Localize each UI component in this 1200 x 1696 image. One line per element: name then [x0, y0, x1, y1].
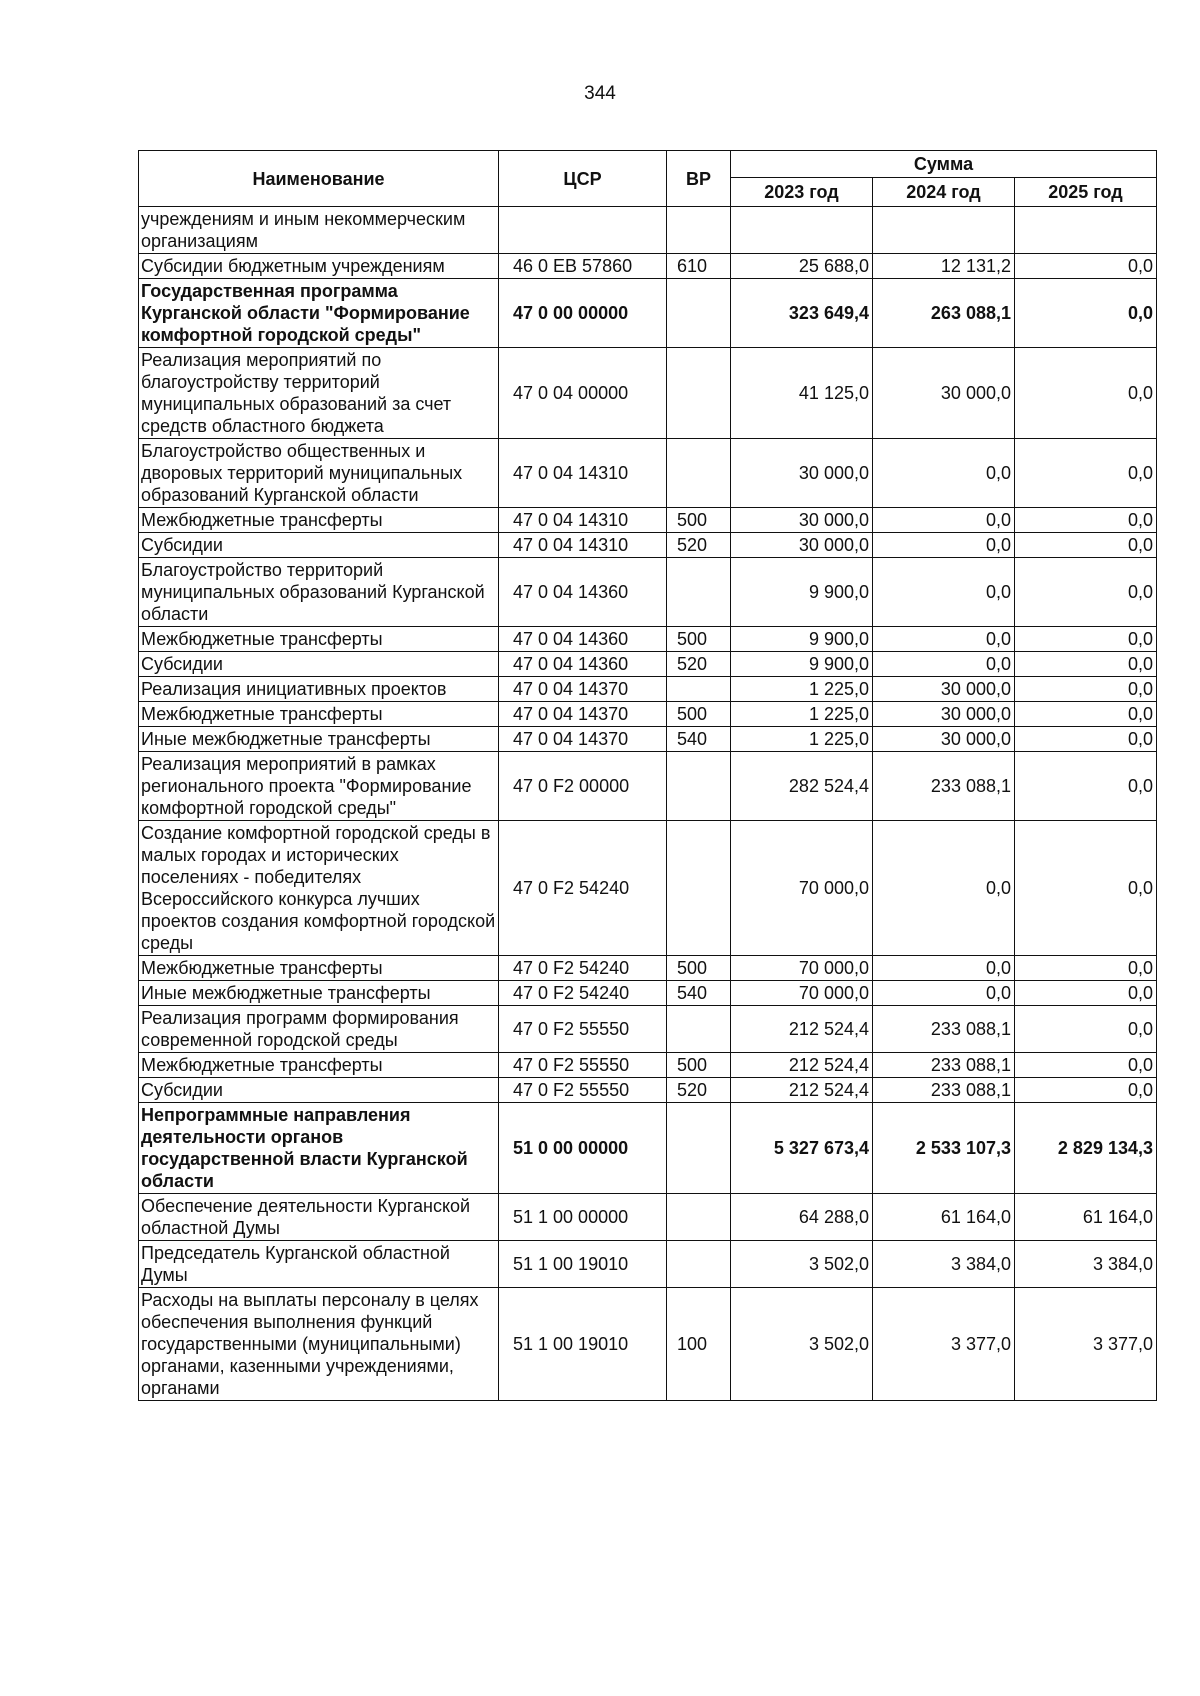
- table-row: [139, 1078, 1157, 1103]
- row-amount-2025: 61 164,0: [1015, 1194, 1157, 1241]
- row-amount-2024: 2 533 107,3: [873, 1103, 1015, 1194]
- header-csr: ЦСР: [499, 151, 667, 207]
- row-amount-2025: 0,0: [1015, 533, 1157, 558]
- row-amount-2024: 3 384,0: [873, 1241, 1015, 1288]
- row-amount-2023: [731, 207, 873, 254]
- table-row: [139, 254, 1157, 279]
- row-amount-2025: 0,0: [1015, 558, 1157, 627]
- row-name: Иные межбюджетные трансферты: [139, 981, 499, 1006]
- row-name: Межбюджетные трансферты: [139, 702, 499, 727]
- row-amount-2025: 0,0: [1015, 727, 1157, 752]
- row-amount-2024: 233 088,1: [873, 1006, 1015, 1053]
- row-vr: 540: [667, 727, 731, 752]
- row-csr: 47 0 F2 55550: [499, 1053, 667, 1078]
- table-row: [139, 1241, 1157, 1288]
- row-amount-2023: 9 900,0: [731, 652, 873, 677]
- row-csr: 51 1 00 19010: [499, 1288, 667, 1401]
- row-amount-2024: 30 000,0: [873, 348, 1015, 439]
- header-sum: Сумма: [731, 151, 1157, 178]
- table-row: [139, 677, 1157, 702]
- header-year-2025: 2025 год: [1015, 178, 1157, 207]
- row-amount-2024: 233 088,1: [873, 1053, 1015, 1078]
- row-amount-2024: 0,0: [873, 439, 1015, 508]
- row-csr: 47 0 F2 54240: [499, 981, 667, 1006]
- header-year-2024: 2024 год: [873, 178, 1015, 207]
- row-vr: [667, 348, 731, 439]
- table-row: [139, 702, 1157, 727]
- row-name: учреждениям и иным некоммерческим организациям: [139, 207, 499, 254]
- row-amount-2023: 70 000,0: [731, 981, 873, 1006]
- row-vr: 500: [667, 627, 731, 652]
- row-vr: [667, 677, 731, 702]
- row-amount-2023: 25 688,0: [731, 254, 873, 279]
- table-body: [139, 207, 1157, 1401]
- row-name: Реализация инициативных проектов: [139, 677, 499, 702]
- row-name: Расходы на выплаты персоналу в целях обеспечения выполнения функций государственными (муниципальными) органами, казенными учреждениями, органами: [139, 1288, 499, 1401]
- row-amount-2024: [873, 207, 1015, 254]
- row-amount-2024: 0,0: [873, 627, 1015, 652]
- table-row: [139, 1006, 1157, 1053]
- row-name: Председатель Курганской областной Думы: [139, 1241, 499, 1288]
- row-vr: 520: [667, 1078, 731, 1103]
- row-csr: 46 0 EB 57860: [499, 254, 667, 279]
- row-amount-2024: 0,0: [873, 533, 1015, 558]
- table-row: [139, 1053, 1157, 1078]
- row-csr: [499, 207, 667, 254]
- row-amount-2023: 64 288,0: [731, 1194, 873, 1241]
- table-row: [139, 207, 1157, 254]
- row-vr: 520: [667, 652, 731, 677]
- budget-table: [138, 150, 1157, 1401]
- table-row: [139, 508, 1157, 533]
- row-name: Субсидии бюджетным учреждениям: [139, 254, 499, 279]
- row-name: Иные межбюджетные трансферты: [139, 727, 499, 752]
- row-vr: [667, 821, 731, 956]
- table-row: [139, 652, 1157, 677]
- row-amount-2024: 3 377,0: [873, 1288, 1015, 1401]
- row-csr: 47 0 04 14370: [499, 702, 667, 727]
- row-amount-2025: 0,0: [1015, 677, 1157, 702]
- row-vr: 500: [667, 956, 731, 981]
- row-amount-2023: 212 524,4: [731, 1078, 873, 1103]
- row-amount-2025: 0,0: [1015, 1078, 1157, 1103]
- row-vr: [667, 1006, 731, 1053]
- row-name: Реализация программ формирования современной городской среды: [139, 1006, 499, 1053]
- row-csr: 47 0 F2 55550: [499, 1078, 667, 1103]
- row-amount-2023: 5 327 673,4: [731, 1103, 873, 1194]
- row-name: Субсидии: [139, 1078, 499, 1103]
- table-row: [139, 627, 1157, 652]
- row-vr: 500: [667, 1053, 731, 1078]
- row-amount-2024: 0,0: [873, 821, 1015, 956]
- row-amount-2023: 70 000,0: [731, 821, 873, 956]
- budget-table-container: [138, 150, 1157, 1401]
- row-amount-2024: 233 088,1: [873, 1078, 1015, 1103]
- row-vr: [667, 207, 731, 254]
- row-csr: 51 1 00 19010: [499, 1241, 667, 1288]
- table-row: [139, 439, 1157, 508]
- row-vr: 610: [667, 254, 731, 279]
- row-amount-2025: [1015, 207, 1157, 254]
- row-csr: 47 0 F2 00000: [499, 752, 667, 821]
- row-amount-2025: 2 829 134,3: [1015, 1103, 1157, 1194]
- row-name: Межбюджетные трансферты: [139, 508, 499, 533]
- row-amount-2024: 0,0: [873, 956, 1015, 981]
- table-row: [139, 279, 1157, 348]
- row-amount-2025: 0,0: [1015, 652, 1157, 677]
- row-amount-2023: 323 649,4: [731, 279, 873, 348]
- row-name: Обеспечение деятельности Курганской областной Думы: [139, 1194, 499, 1241]
- row-amount-2025: 0,0: [1015, 821, 1157, 956]
- row-amount-2024: 0,0: [873, 508, 1015, 533]
- row-name: Благоустройство территорий муниципальных образований Курганской области: [139, 558, 499, 627]
- header-year-2023: 2023 год: [731, 178, 873, 207]
- row-amount-2024: 0,0: [873, 652, 1015, 677]
- row-amount-2023: 282 524,4: [731, 752, 873, 821]
- table-row: [139, 1103, 1157, 1194]
- row-amount-2023: 9 900,0: [731, 627, 873, 652]
- row-csr: 47 0 04 14310: [499, 508, 667, 533]
- row-amount-2023: 1 225,0: [731, 727, 873, 752]
- row-csr: 47 0 04 14360: [499, 558, 667, 627]
- row-amount-2024: 12 131,2: [873, 254, 1015, 279]
- row-vr: 540: [667, 981, 731, 1006]
- row-amount-2024: 0,0: [873, 558, 1015, 627]
- row-amount-2025: 0,0: [1015, 702, 1157, 727]
- row-csr: 47 0 00 00000: [499, 279, 667, 348]
- row-amount-2025: 0,0: [1015, 439, 1157, 508]
- row-amount-2023: 3 502,0: [731, 1241, 873, 1288]
- row-amount-2024: 263 088,1: [873, 279, 1015, 348]
- row-csr: 51 0 00 00000: [499, 1103, 667, 1194]
- row-csr: 47 0 F2 54240: [499, 956, 667, 981]
- row-csr: 47 0 04 14310: [499, 439, 667, 508]
- row-vr: 520: [667, 533, 731, 558]
- row-vr: [667, 752, 731, 821]
- row-name: Непрограммные направления деятельности органов государственной власти Курганской области: [139, 1103, 499, 1194]
- header-name: Наименование: [139, 151, 499, 207]
- row-vr: [667, 1103, 731, 1194]
- row-csr: 51 1 00 00000: [499, 1194, 667, 1241]
- row-vr: [667, 439, 731, 508]
- row-name: Межбюджетные трансферты: [139, 627, 499, 652]
- row-amount-2023: 1 225,0: [731, 677, 873, 702]
- row-csr: 47 0 F2 54240: [499, 821, 667, 956]
- table-row: [139, 1194, 1157, 1241]
- row-csr: 47 0 F2 55550: [499, 1006, 667, 1053]
- row-amount-2024: 30 000,0: [873, 727, 1015, 752]
- page-number: 344: [584, 83, 616, 104]
- row-name: Реализация мероприятий по благоустройству территорий муниципальных образований за счет средств областного бюджета: [139, 348, 499, 439]
- row-amount-2025: 0,0: [1015, 627, 1157, 652]
- table-row: [139, 981, 1157, 1006]
- table-header: [139, 151, 1157, 207]
- row-amount-2025: 3 384,0: [1015, 1241, 1157, 1288]
- row-name: Государственная программа Курганской области "Формирование комфортной городской среды": [139, 279, 499, 348]
- row-amount-2024: 61 164,0: [873, 1194, 1015, 1241]
- table-row: [139, 956, 1157, 981]
- row-csr: 47 0 04 14310: [499, 533, 667, 558]
- row-vr: [667, 1241, 731, 1288]
- row-vr: [667, 279, 731, 348]
- row-amount-2025: 0,0: [1015, 956, 1157, 981]
- row-amount-2023: 30 000,0: [731, 533, 873, 558]
- row-name: Субсидии: [139, 652, 499, 677]
- row-amount-2024: 233 088,1: [873, 752, 1015, 821]
- row-amount-2023: 41 125,0: [731, 348, 873, 439]
- row-amount-2023: 30 000,0: [731, 439, 873, 508]
- table-row: [139, 752, 1157, 821]
- row-csr: 47 0 04 14360: [499, 627, 667, 652]
- row-csr: 47 0 04 14360: [499, 652, 667, 677]
- row-amount-2025: 0,0: [1015, 254, 1157, 279]
- header-vr: ВР: [667, 151, 731, 207]
- row-name: Субсидии: [139, 533, 499, 558]
- row-amount-2024: 30 000,0: [873, 677, 1015, 702]
- row-amount-2025: 3 377,0: [1015, 1288, 1157, 1401]
- table-row: [139, 558, 1157, 627]
- row-vr: 500: [667, 508, 731, 533]
- row-vr: 500: [667, 702, 731, 727]
- row-amount-2023: 70 000,0: [731, 956, 873, 981]
- row-amount-2024: 0,0: [873, 981, 1015, 1006]
- row-csr: 47 0 04 00000: [499, 348, 667, 439]
- row-vr: 100: [667, 1288, 731, 1401]
- table-row: [139, 727, 1157, 752]
- table-row: [139, 821, 1157, 956]
- row-amount-2025: 0,0: [1015, 981, 1157, 1006]
- row-amount-2023: 1 225,0: [731, 702, 873, 727]
- row-vr: [667, 1194, 731, 1241]
- row-amount-2025: 0,0: [1015, 752, 1157, 821]
- row-name: Создание комфортной городской среды в малых городах и исторических поселениях - победителях Всероссийского конкурса лучших проектов создания комфортной городской среды: [139, 821, 499, 956]
- row-csr: 47 0 04 14370: [499, 677, 667, 702]
- row-amount-2025: 0,0: [1015, 1053, 1157, 1078]
- row-name: Реализация мероприятий в рамках регионального проекта "Формирование комфортной городской среды": [139, 752, 499, 821]
- row-amount-2024: 30 000,0: [873, 702, 1015, 727]
- row-amount-2023: 212 524,4: [731, 1006, 873, 1053]
- row-amount-2025: 0,0: [1015, 279, 1157, 348]
- row-name: Межбюджетные трансферты: [139, 1053, 499, 1078]
- row-vr: [667, 558, 731, 627]
- table-row: [139, 348, 1157, 439]
- row-name: Благоустройство общественных и дворовых территорий муниципальных образований Курганской области: [139, 439, 499, 508]
- table-row: [139, 1288, 1157, 1401]
- row-amount-2025: 0,0: [1015, 348, 1157, 439]
- row-csr: 47 0 04 14370: [499, 727, 667, 752]
- row-name: Межбюджетные трансферты: [139, 956, 499, 981]
- row-amount-2025: 0,0: [1015, 1006, 1157, 1053]
- row-amount-2023: 3 502,0: [731, 1288, 873, 1401]
- row-amount-2023: 212 524,4: [731, 1053, 873, 1078]
- row-amount-2023: 30 000,0: [731, 508, 873, 533]
- row-amount-2025: 0,0: [1015, 508, 1157, 533]
- row-amount-2023: 9 900,0: [731, 558, 873, 627]
- table-row: [139, 533, 1157, 558]
